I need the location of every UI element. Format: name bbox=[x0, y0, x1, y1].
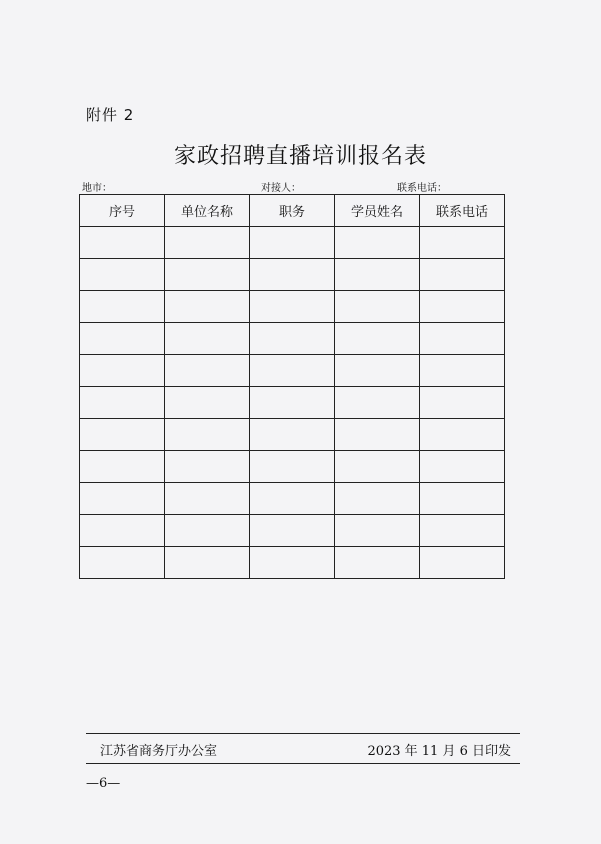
footer-rule-top bbox=[86, 733, 520, 734]
table-cell bbox=[165, 355, 250, 387]
table-cell bbox=[420, 515, 505, 547]
table-row bbox=[80, 355, 505, 387]
table-cell bbox=[165, 483, 250, 515]
table-cell bbox=[165, 515, 250, 547]
table-cell bbox=[80, 291, 165, 323]
table-cell bbox=[335, 355, 420, 387]
table-cell bbox=[250, 323, 335, 355]
contact-label: 对接人： bbox=[261, 183, 301, 194]
table-row bbox=[80, 227, 505, 259]
table-cell bbox=[250, 515, 335, 547]
table-cell bbox=[335, 451, 420, 483]
table-cell bbox=[165, 387, 250, 419]
issuer: 江苏省商务厅办公室 bbox=[100, 744, 218, 759]
table-cell bbox=[335, 259, 420, 291]
form-title: 家政招聘直播培训报名表 bbox=[173, 144, 427, 169]
table-cell bbox=[165, 227, 250, 259]
table-cell bbox=[335, 291, 420, 323]
header-serial: 序号 bbox=[80, 195, 165, 227]
header-organization: 单位名称 bbox=[165, 195, 250, 227]
table-row bbox=[80, 547, 505, 579]
table-cell bbox=[250, 451, 335, 483]
table-cell bbox=[420, 323, 505, 355]
table-row bbox=[80, 291, 505, 323]
table-row bbox=[80, 259, 505, 291]
table-cell bbox=[80, 355, 165, 387]
page-number: —6— bbox=[86, 776, 121, 791]
table-cell bbox=[165, 323, 250, 355]
table-cell bbox=[250, 259, 335, 291]
table-row bbox=[80, 515, 505, 547]
table-cell bbox=[80, 451, 165, 483]
table-cell bbox=[335, 387, 420, 419]
table-cell bbox=[335, 547, 420, 579]
table-row bbox=[80, 451, 505, 483]
table-cell bbox=[80, 227, 165, 259]
table-cell bbox=[165, 547, 250, 579]
table-body bbox=[80, 227, 505, 579]
table-cell bbox=[165, 291, 250, 323]
registration-table bbox=[79, 194, 505, 579]
table-cell bbox=[80, 483, 165, 515]
table-cell bbox=[420, 419, 505, 451]
phone-label: 联系电话： bbox=[397, 183, 447, 194]
issue-date: 2023 年 11 月 6 日印发 bbox=[367, 744, 511, 759]
table-cell bbox=[250, 419, 335, 451]
table-row bbox=[80, 483, 505, 515]
table-header-row bbox=[80, 195, 505, 227]
table-cell bbox=[420, 451, 505, 483]
table-cell bbox=[80, 515, 165, 547]
footer-rule-bottom bbox=[86, 763, 520, 764]
table-cell bbox=[335, 323, 420, 355]
table-cell bbox=[80, 323, 165, 355]
header-trainee-name: 学员姓名 bbox=[335, 195, 420, 227]
table-cell bbox=[250, 355, 335, 387]
table-cell bbox=[80, 547, 165, 579]
table-cell bbox=[420, 387, 505, 419]
table-cell bbox=[250, 387, 335, 419]
table-row bbox=[80, 419, 505, 451]
table-cell bbox=[420, 547, 505, 579]
table-cell bbox=[250, 227, 335, 259]
table-cell bbox=[335, 515, 420, 547]
table-cell bbox=[165, 451, 250, 483]
header-phone: 联系电话 bbox=[420, 195, 505, 227]
header-position: 职务 bbox=[250, 195, 335, 227]
table-row bbox=[80, 323, 505, 355]
table-cell bbox=[335, 419, 420, 451]
table-cell bbox=[420, 355, 505, 387]
table-cell bbox=[250, 291, 335, 323]
table-cell bbox=[420, 259, 505, 291]
city-label: 地市： bbox=[82, 183, 112, 194]
table-cell bbox=[420, 483, 505, 515]
attachment-label: 附件 2 bbox=[86, 106, 135, 124]
table-cell bbox=[250, 483, 335, 515]
table-cell bbox=[165, 259, 250, 291]
table-cell bbox=[420, 291, 505, 323]
table-row bbox=[80, 387, 505, 419]
table-cell bbox=[250, 547, 335, 579]
table-cell bbox=[80, 259, 165, 291]
table-cell bbox=[165, 419, 250, 451]
table-cell bbox=[335, 483, 420, 515]
table-cell bbox=[420, 227, 505, 259]
table-cell bbox=[80, 387, 165, 419]
table-cell bbox=[335, 227, 420, 259]
table-cell bbox=[80, 419, 165, 451]
